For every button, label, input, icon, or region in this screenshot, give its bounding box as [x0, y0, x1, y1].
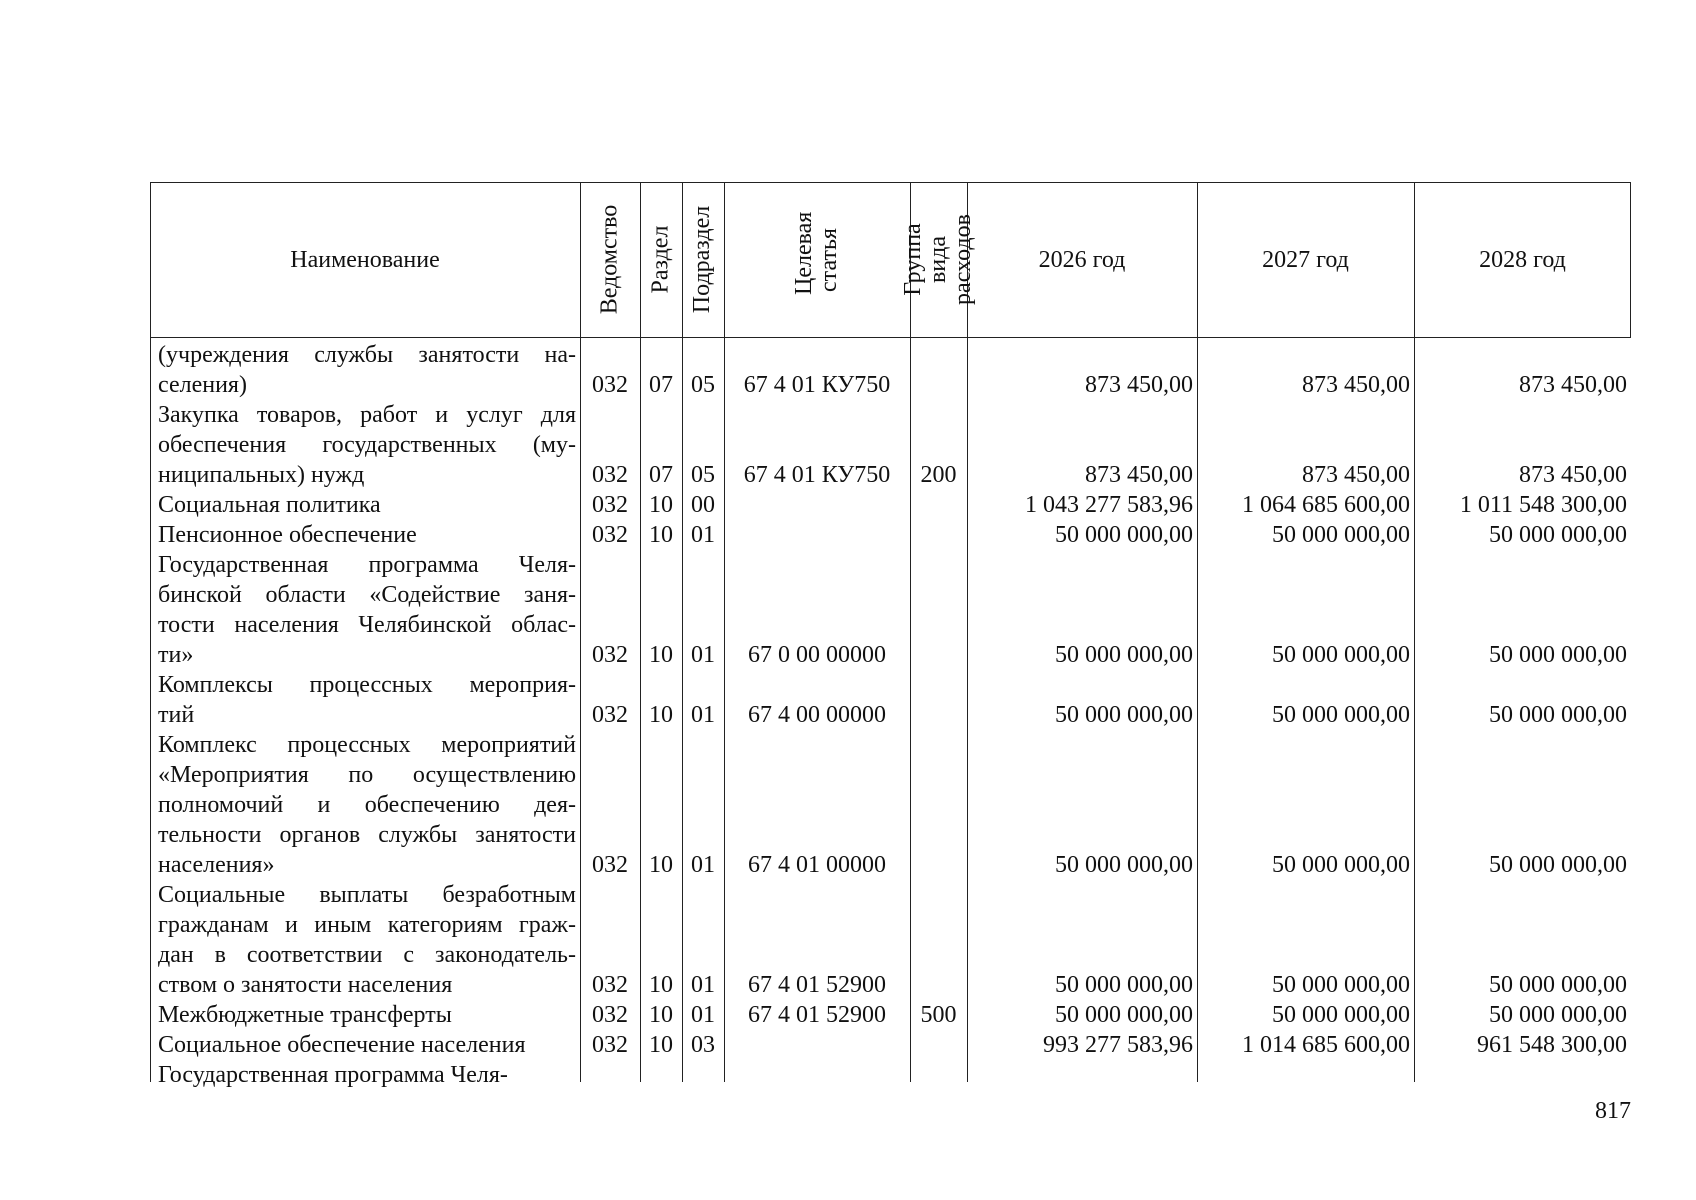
- cell-y2028: 50 000 000,00: [1489, 852, 1627, 878]
- cell-y2028: 50 000 000,00: [1489, 522, 1627, 548]
- row-name: [158, 490, 576, 520]
- cell-subsection: 00: [691, 492, 715, 518]
- cell-section: 07: [649, 462, 673, 488]
- row-name-line: селения): [158, 372, 247, 398]
- cell-y2026: 993 277 583,96: [1043, 1032, 1193, 1058]
- row-name-line: бинской области «Содействие заня-: [158, 582, 576, 608]
- cell-dept: 032: [592, 372, 628, 398]
- cell-subsection: 01: [691, 522, 715, 548]
- header-section: Раздел: [647, 225, 674, 294]
- cell-y2028: 50 000 000,00: [1489, 1002, 1627, 1028]
- cell-y2027: 50 000 000,00: [1272, 522, 1410, 548]
- cell-y2028: 50 000 000,00: [1489, 642, 1627, 668]
- row-name: [158, 400, 576, 490]
- row-name: [158, 550, 576, 670]
- cell-target: 67 0 00 00000: [748, 642, 886, 668]
- row-name-line: тий: [158, 702, 195, 728]
- row-name-line: ством о занятости населения: [158, 972, 453, 998]
- cell-subsection: 03: [691, 1032, 715, 1058]
- cell-subsection: 01: [691, 852, 715, 878]
- row-name: [158, 1030, 576, 1060]
- cell-section: 10: [649, 522, 673, 548]
- row-name: [158, 520, 576, 550]
- row-name-line: Социальная политика: [158, 492, 381, 518]
- cell-y2027: 1 064 685 600,00: [1242, 492, 1410, 518]
- row-name: [158, 730, 576, 880]
- cell-dept: 032: [592, 492, 628, 518]
- cell-subsection: 01: [691, 972, 715, 998]
- cell-section: 10: [649, 1002, 673, 1028]
- row-name: [158, 670, 576, 730]
- cell-dept: 032: [592, 972, 628, 998]
- row-name-line: Межбюджетные трансферты: [158, 1002, 452, 1028]
- row-name-line: Пенсионное обеспечение: [158, 522, 417, 548]
- cell-section: 10: [649, 702, 673, 728]
- cell-y2026: 50 000 000,00: [1055, 702, 1193, 728]
- cell-section: 10: [649, 972, 673, 998]
- header-2027: 2027 год: [1262, 246, 1349, 273]
- row-name-line: населения»: [158, 852, 275, 878]
- row-name-line: (учреждения службы занятости на-: [158, 342, 576, 368]
- cell-dept: 032: [592, 522, 628, 548]
- row-name-line: гражданам и иным категориям граж-: [158, 912, 576, 938]
- header-bottom-border: [150, 337, 1631, 338]
- cell-y2028: 1 011 548 300,00: [1459, 492, 1627, 518]
- row-name: [158, 340, 576, 400]
- header-group: Группа вида расходов: [900, 214, 977, 305]
- cell-group: 200: [920, 462, 957, 488]
- cell-y2028: 50 000 000,00: [1489, 702, 1627, 728]
- cell-dept: 032: [592, 852, 628, 878]
- cell-y2026: 50 000 000,00: [1055, 642, 1193, 668]
- row-name-line: Комплекс процессных мероприятий: [158, 732, 576, 758]
- cell-y2026: 50 000 000,00: [1055, 852, 1193, 878]
- cell-subsection: 05: [691, 462, 715, 488]
- cell-y2027: 873 450,00: [1302, 462, 1410, 488]
- cell-target: 67 4 01 52900: [748, 1002, 886, 1028]
- cell-dept: 032: [592, 462, 628, 488]
- row-name-line: обеспечения государственных (му-: [158, 432, 576, 458]
- cell-target: 67 4 00 00000: [748, 702, 886, 728]
- row-name-line: Комплексы процессных мероприя-: [158, 672, 576, 698]
- cell-y2026: 50 000 000,00: [1055, 972, 1193, 998]
- row-name-line: Социальное обеспечение населения: [158, 1032, 526, 1058]
- cell-subsection: 01: [691, 642, 715, 668]
- header-dept: Ведомство: [596, 204, 623, 315]
- row-name-line: Государственная программа Челя-: [158, 552, 576, 578]
- header-name: Наименование: [290, 246, 440, 273]
- cell-target: 67 4 01 52900: [748, 972, 886, 998]
- cell-y2027: 873 450,00: [1302, 372, 1410, 398]
- cell-y2027: 50 000 000,00: [1272, 702, 1410, 728]
- cell-y2027: 50 000 000,00: [1272, 1002, 1410, 1028]
- cell-dept: 032: [592, 702, 628, 728]
- cell-group: 500: [920, 1002, 957, 1028]
- cell-y2026: 50 000 000,00: [1055, 522, 1193, 548]
- cell-section: 10: [649, 642, 673, 668]
- header-2028: 2028 год: [1479, 246, 1566, 273]
- cell-dept: 032: [592, 1032, 628, 1058]
- header-target: Целевая статья: [791, 211, 842, 295]
- cell-y2026: 873 450,00: [1085, 372, 1193, 398]
- cell-y2026: 1 043 277 583,96: [1025, 492, 1193, 518]
- row-name-line: ниципальных) нужд: [158, 462, 365, 488]
- cell-y2027: 50 000 000,00: [1272, 972, 1410, 998]
- cell-y2027: 1 014 685 600,00: [1242, 1032, 1410, 1058]
- row-name-line: Закупка товаров, работ и услуг для: [158, 402, 576, 428]
- row-name-line: дан в соответствии с законодатель-: [158, 942, 576, 968]
- cell-y2026: 50 000 000,00: [1055, 1002, 1193, 1028]
- cell-y2028: 50 000 000,00: [1489, 972, 1627, 998]
- row-name: [158, 1060, 576, 1090]
- cell-subsection: 01: [691, 1002, 715, 1028]
- cell-section: 10: [649, 852, 673, 878]
- row-name-line: Государственная программа Челя-: [158, 1062, 508, 1088]
- row-name: [158, 1000, 576, 1030]
- cell-dept: 032: [592, 642, 628, 668]
- row-name-line: тельности органов службы занятости: [158, 822, 576, 848]
- cell-section: 10: [649, 1032, 673, 1058]
- header-subsection: Подраздел: [689, 205, 716, 314]
- cell-subsection: 05: [691, 372, 715, 398]
- page-number: 817: [1595, 1098, 1631, 1124]
- row-name-line: полномочий и обеспечению дея-: [158, 792, 576, 818]
- cell-y2027: 50 000 000,00: [1272, 852, 1410, 878]
- cell-y2026: 873 450,00: [1085, 462, 1193, 488]
- budget-table: [150, 182, 1631, 1088]
- cell-y2028: 961 548 300,00: [1477, 1032, 1627, 1058]
- cell-y2027: 50 000 000,00: [1272, 642, 1410, 668]
- cell-subsection: 01: [691, 702, 715, 728]
- row-name-line: ти»: [158, 642, 194, 668]
- cell-section: 10: [649, 492, 673, 518]
- row-name-line: Социальные выплаты безработным: [158, 882, 576, 908]
- cell-target: 67 4 01 00000: [748, 852, 886, 878]
- cell-target: 67 4 01 КУ750: [743, 372, 891, 398]
- row-name-line: тости населения Челябинской облас-: [158, 612, 576, 638]
- header-2026: 2026 год: [1038, 246, 1126, 273]
- cell-y2028: 873 450,00: [1519, 372, 1627, 398]
- cell-section: 07: [649, 372, 673, 398]
- row-name: [158, 880, 576, 1000]
- row-name-line: «Мероприятия по осуществлению: [158, 762, 576, 788]
- cell-y2028: 873 450,00: [1519, 462, 1627, 488]
- cell-target: 67 4 01 КУ750: [743, 462, 891, 488]
- cell-dept: 032: [592, 1002, 628, 1028]
